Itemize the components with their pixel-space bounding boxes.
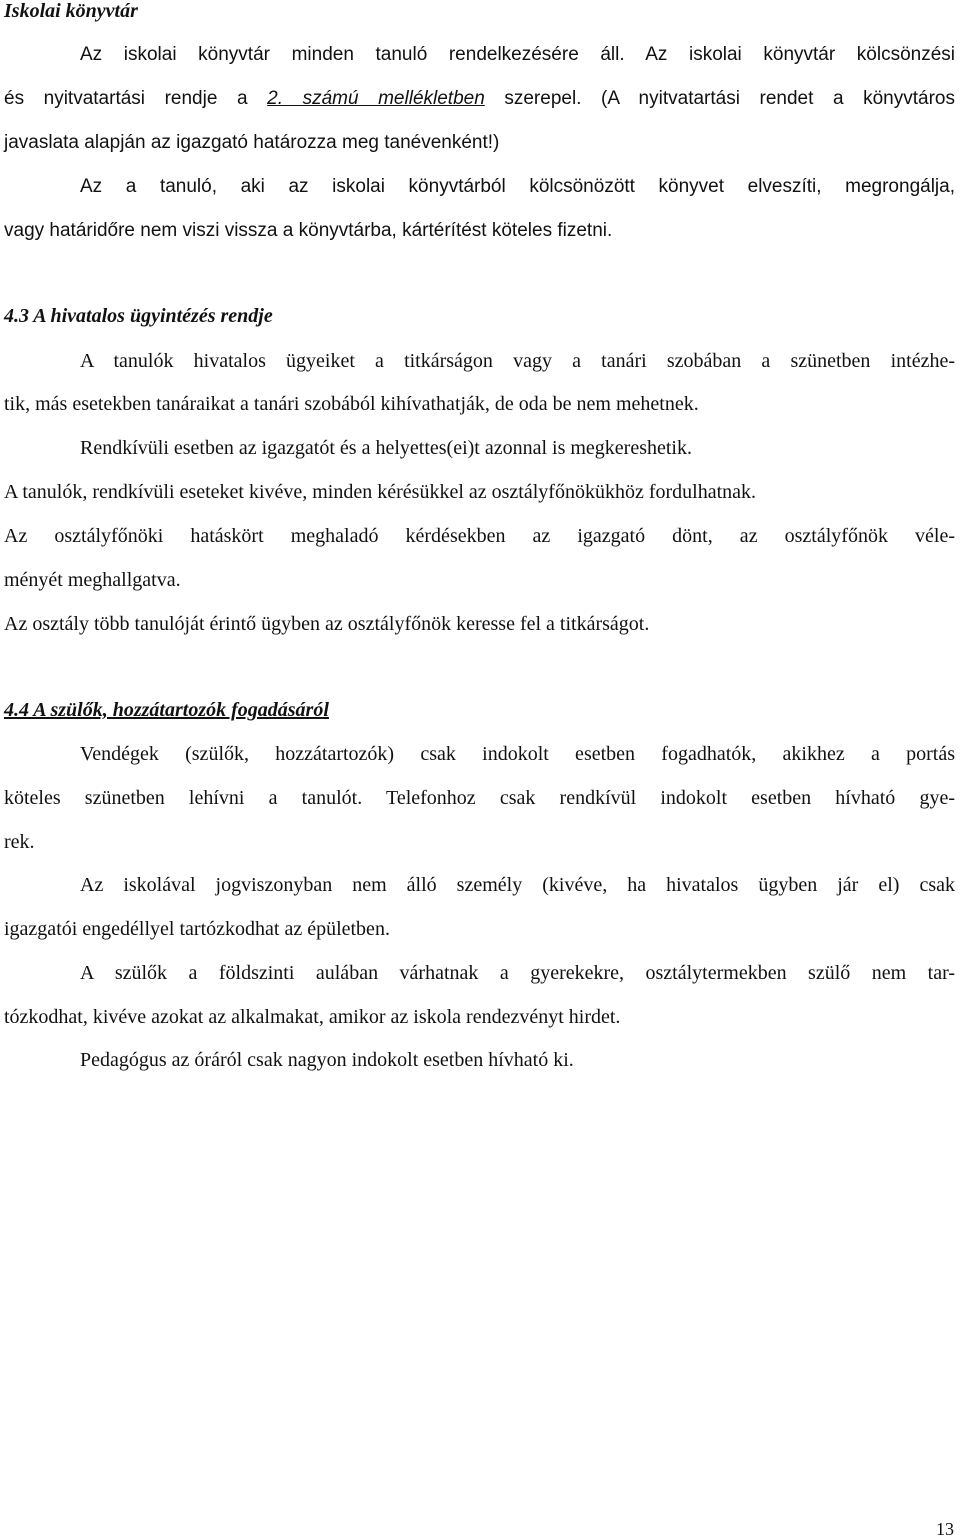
section-4-3-paragraph-1-line-1: A tanulók hivatalos ügyeiket a titkárságon vagy a tanári szobában a szünetben intézhe- xyxy=(80,350,955,372)
section-heading-4-3: 4.3 A hivatalos ügyintézés rendje xyxy=(4,305,273,327)
library-paragraph-2-line-2: vagy határidőre nem viszi vissza a könyvtárba, kártérítést köteles fizetni. xyxy=(4,220,613,241)
section-4-4-paragraph-2-line-1: Az iskolával jogviszonyban nem álló személy (kivéve, ha hivatalos ügyben jár el) csak xyxy=(80,874,955,896)
section-4-3-paragraph-5: Az osztály több tanulóját érintő ügyben az osztályfőnök keresse fel a titkárságot. xyxy=(4,613,650,635)
library-paragraph-1-line-2 xyxy=(4,88,955,110)
library-paragraph-2-line-1: Az a tanuló, aki az iskolai könyvtárból kölcsönözött könyvet elveszíti, megrongálja, xyxy=(80,176,955,197)
section-4-3-paragraph-4-line-1: Az osztályfőnöki hatáskört meghaladó kérdésekben az igazgató dönt, az osztályfőnök véle- xyxy=(4,525,955,547)
section-4-4-paragraph-3-line-1: A szülők a földszinti aulában várhatnak a gyerekekre, osztálytermekben szülő nem tar- xyxy=(80,962,955,984)
section-4-4-paragraph-1-line-3: rek. xyxy=(4,831,35,853)
section-4-3-paragraph-4-line-2: ményét meghallgatva. xyxy=(4,569,181,591)
section-4-3-paragraph-2: Rendkívüli esetben az igazgatót és a helyettes(ei)t azonnal is megkereshetik. xyxy=(80,437,692,459)
section-heading-library: Iskolai könyvtár xyxy=(4,0,138,22)
section-4-4-paragraph-3-line-2: tózkodhat, kivéve azokat az alkalmakat, amikor az iskola rendezvényt hirdet. xyxy=(4,1006,621,1028)
library-paragraph-1-line-3: javaslata alapján az igazgató határozza meg tanévenként!) xyxy=(4,132,500,153)
section-4-4-paragraph-1-line-2: köteles szünetben lehívni a tanulót. Telefonhoz csak rendkívül indokolt esetben hívható gye- xyxy=(4,787,955,809)
library-paragraph-1-line-1: Az iskolai könyvtár minden tanuló rendelkezésére áll. Az iskolai könyvtár kölcsönzési xyxy=(80,44,955,65)
section-4-4-paragraph-2-line-2: igazgatói engedéllyel tartózkodhat az épületben. xyxy=(4,918,390,940)
text-span: szerepel. (A nyitvatartási rendet a könyvtáros xyxy=(484,88,955,109)
text-span: és nyitvatartási rendje a xyxy=(4,88,268,109)
section-4-4-paragraph-1-line-1: Vendégek (szülők, hozzátartozók) csak indokolt esetben fogadhatók, akikhez a portás xyxy=(80,743,955,765)
section-4-3-paragraph-1-line-2: tik, más esetekben tanáraikat a tanári szobából kihívathatják, de oda be nem mehetnek. xyxy=(4,393,699,415)
section-4-3-paragraph-3: A tanulók, rendkívüli eseteket kivéve, minden kérésükkel az osztályfőnökükhöz fordulhatnak. xyxy=(4,481,757,503)
appendix-reference-link[interactable]: 2. számú mellékletben xyxy=(267,88,485,109)
page-number: 13 xyxy=(936,1519,954,1539)
section-heading-4-4: 4.4 A szülők, hozzátartozók fogadásáról xyxy=(4,699,329,721)
section-4-4-paragraph-4: Pedagógus az óráról csak nagyon indokolt esetben hívható ki. xyxy=(80,1049,574,1071)
